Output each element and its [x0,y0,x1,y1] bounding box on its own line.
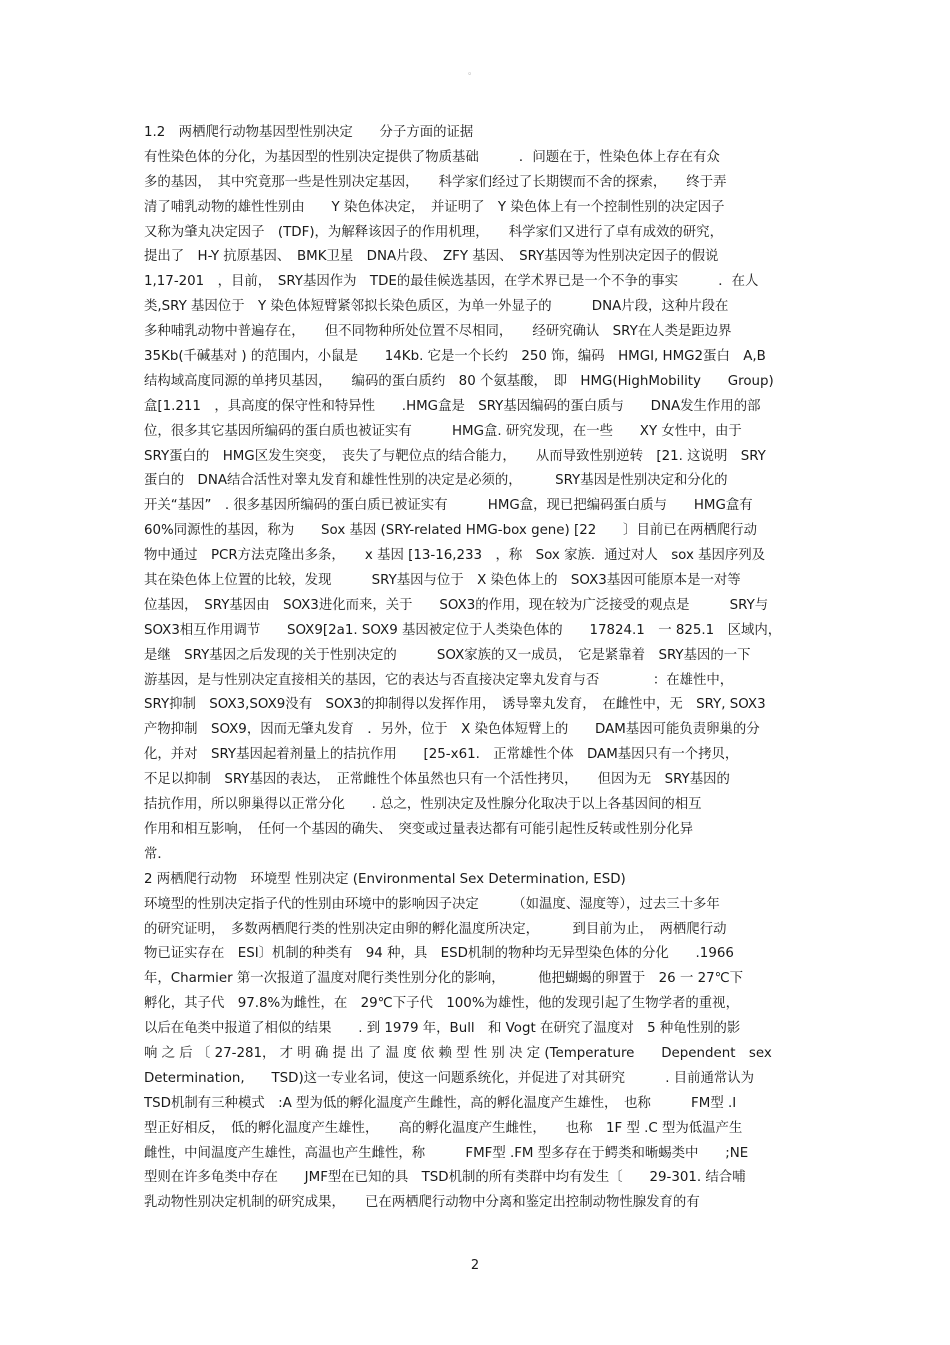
text-line: 是继 SRY基因之后发现的关于性别决定的 SOX家族的又一成员， 它是紧靠着 SRY基因的一下 [144,647,751,663]
text-line: 其在染色体上位置的比较，发现 SRY基因与位于 X 染色体上的 SOX3基因可能原本是一对等 [144,573,741,589]
text-line: SRY抑制 SOX3,SOX9没有 SOX3的抑制得以发挥作用， 诱导睾丸发育， 在雌性中，无 SRY, SOX3 [144,697,766,713]
page-number: 2 [470,1258,480,1273]
text-line: 不足以抑制 SRY基因的表达， 正常雌性个体虽然也只有一个活性拷贝， 但因为无 SRY基因的 [144,772,730,788]
text-line: 雌性，中间温度产生雄性，高温也产生雌性，称 FMF型 .FM 型多存在于鳄类和晰蜴类中 ;NE [144,1145,749,1161]
text-line: 孵化，其子代 97.8%为雌性，在 29℃下子代 100%为雄性，他的发现引起了生物学者的重视， [144,996,739,1012]
text-line: 环境型的性别决定指子代的性别由环境中的影响因子决定 （如温度、湿度等），过去三十多年 [144,896,720,912]
text-line: 物中通过 PCR方法克隆出多条， x 基因 [13-16,233 ，称 Sox 家族．通过对人 sox 基因序列及 [144,548,766,564]
text-line: 型则在许多龟类中存在 JMF型在已知的具 TSD机制的所有类群中均有发生〔 29-301. 结合哺 [144,1170,746,1186]
text-line: 位基因， SRY基因由 SOX3进化而来，关于 SOX3的作用，现在较为广泛接受的观点是 SRY与 [144,597,769,613]
section-heading: 1.2 两栖爬行动物基因型性别决定 分子方面的证据 [144,125,474,140]
text-line: TSD机制有三种模式 :A 型为低的孵化温度产生雌性，高的孵化温度产生雄性， 也称 FM型 .I [144,1095,737,1111]
text-line: 以后在龟类中报道了相似的结果 . 到 1979 年，Bull 和 Vogt 在研究了温度对 5 种龟性别的影 [144,1021,741,1037]
text-line: 盒[1.211 ，具高度的保守性和特异性 .HMG盒是 SRY基因编码的蛋白质与 DNA发生作用的部 [144,398,761,414]
text-line: 位，很多其它基因所编码的蛋白质也被证实有 HMG盒. 研究发现，在一些 XY 女性中，由于 [144,423,742,439]
text-line: 类,SRY 基因位于 Y 染色体短臂紧邻拟长染色质区，为单一外显子的 DNA片段，这种片段在 [144,299,729,315]
text-line: 的研究证明， 多数两栖爬行类的性别决定由卵的孵化温度所决定， 到目前为止， 两栖爬行动 [144,921,727,937]
text-line: 60%同源性的基因，称为 Sox 基因 (SRY-related HMG-box gene) [22 〕目前已在两栖爬行动 [144,523,757,539]
body-text [144,121,812,1216]
text-line: SRY蛋白的 HMG区发生突变， 丧失了与靶位点的结合能力， 从而导致性别逆转 [21. 这说明 SRY [144,448,766,464]
text-line: 产物抑制 SOX9，因而无肇丸发育 ．另外，位于 X 染色体短臂上的 DAM基因可能负责卵巢的分 [144,722,760,738]
text-line: SOX3相互作用调节 SOX9[2a1. SOX9 基因被定位于人类染色体的 17824.1 一 825.1 区域内， [144,622,782,638]
text-line: 响 之 后 〔 27-281， 才 明 确 提 出 了 温 度 依 赖 型 性 别 决 定 (Temperature Dependent sex [144,1045,772,1061]
text-line: 35Kb(千碱基对 ) 的范围内，小鼠是 14Kb. 它是一个长约 250 饰，编码 HMGI, HMG2蛋白 A,B [144,349,766,365]
text-line: 型正好相反， 低的孵化温度产生雄性， 高的孵化温度产生雌性， 也称 1F 型 .C 型为低温产生 [144,1120,743,1136]
text-line: 常． [144,846,171,862]
text-line: 年，Charmier 第一次报道了温度对爬行类性别分化的影响， 他把蝴蝎的卵置于 26 一 27℃下 [144,971,744,987]
text-line: 蛋白的 DNA结合活性对睾丸发育和雄性性别的决定是必须的， SRY基因是性别决定和分化的 [144,473,728,489]
text-line: 提出了 H-Y 抗原基因、 BMK卫星 DNA片段、 ZFY 基因、 SRY基因等为性别决定因子的假说 [144,249,719,265]
text-line: 又称为肇丸决定因子 (TDF)，为解释该因子的作用机理， 科学家们又进行了卓有成效的研究， [144,224,723,240]
text-line: 化，并对 SRY基因起着剂量上的拮抗作用 [25-x61. 正常雄性个体 DAM基因只有一个拷贝， [144,747,739,763]
text-line: 清了哺乳动物的雄性性别由 Y 染色体决定， 并证明了 Y 染色体上有一个控制性别的决定因子 [144,199,725,215]
text-line: 多种哺乳动物中普遍存在， 但不同物种所处位置不尽相同， 经研究确认 SRY在人类是距边界 [144,324,732,340]
text-line: 1,17-201 ，目前， SRY基因作为 TDE的最佳候选基因，在学术界已是一个不争的事实 ．在人 [144,274,759,290]
text-line: 开关“基因” . 很多基因所编码的蛋白质已被证实有 HMG盒，现已把编码蛋白质与 HMG盒有 [144,498,753,514]
text-line: 有性染色体的分化，为基因型的性别决定提供了物质基础 ．问题在于，性染色体上存在有众 [144,149,720,165]
text-line: 拮抗作用，所以卵巢得以正常分化 . 总之，性别决定及性腺分化取决于以上各基因间的相互 [144,797,702,813]
text-line: 乳动物性别决定机制的研究成果， 已在两栖爬行动物中分离和鉴定出控制动物性腺发育的有 [144,1195,700,1211]
text-line: 作用和相互影响， 任何一个基因的确失、 突变或过量表达都有可能引起性反转或性别分化异 [144,821,694,837]
text-line: 游基因，是与性别决定直接相关的基因，它的表达与否直接决定睾丸发育与否 ：在雄性中， [144,672,734,688]
page-top-mark: 。 [468,67,478,77]
section-heading: 2 两栖爬行动物 环境型 性别决定 (Environmental Sex Determination, ESD) [144,871,626,887]
text-line: 物已证实存在 ESI〕机制的种类有 94 种，具 ESD机制的物种均无异型染色体的分化 .1966 [144,946,734,962]
text-line: 多的基因， 其中究竟那一些是性别决定基因， 科学家们经过了长期锲而不舍的探索， 终于弄 [144,174,727,190]
text-line: Determination, TSD)这一专业名词，使这一问题系统化，并促进了对其研究 . 目前通常认为 [144,1070,755,1086]
text-line: 结构域高度同源的单拷贝基因， 编码的蛋白质约 80 个氨基酸， 即 HMG(HighMobility Group) [144,373,774,389]
